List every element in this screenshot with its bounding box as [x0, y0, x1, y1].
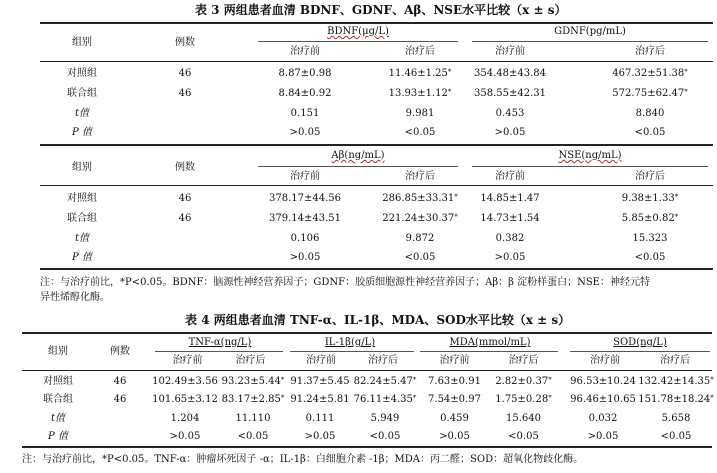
- cell-nse-after: 5.85±0.82*: [621, 213, 679, 224]
- cell-sod-after: 132.42±14.35*: [638, 376, 714, 387]
- cell-mda-before: 7.63±0.91: [428, 376, 481, 387]
- table3-p2-after-1: 治疗后: [405, 171, 435, 182]
- table3-note-line2: 异性烯醇化酶。: [40, 292, 110, 303]
- cell-tnf-before: 102.49±3.56: [152, 376, 218, 387]
- table3-top-rule: [40, 22, 713, 24]
- cell-nse-after: 9.38±1.33*: [621, 193, 679, 204]
- cell-sod-before: 0.032: [588, 413, 618, 424]
- significance-marker: *: [710, 394, 714, 402]
- cell-bdnf-before: 8.84±0.92: [278, 88, 332, 99]
- cell-nse-before: 14.85±1.47: [480, 193, 540, 204]
- cell-bdnf-after: <0.05: [404, 127, 436, 138]
- cell-bdnf-after: 13.93±1.12*: [388, 88, 452, 99]
- significance-marker: *: [710, 376, 714, 384]
- cell-il-after: 5.949: [370, 413, 400, 424]
- table4-before-1: 治疗前: [172, 355, 203, 366]
- cell-il-before: >0.05: [304, 431, 336, 442]
- table3-note-line1: 注：与治疗前比，*P<0.05。BDNF：脑源性神经营养因子；GDNF：胶质细胞源性神经营养因子；Aβ：β 淀粉样蛋白；NSE：神经元特: [40, 277, 650, 288]
- row-n: 46: [113, 376, 127, 387]
- row-group: t值: [50, 413, 66, 424]
- cell-il-after: 76.11±4.35*: [353, 394, 417, 405]
- table4-subheader-rule-tnf: [155, 351, 283, 352]
- row-group: t值: [74, 233, 90, 244]
- row-group: 联合组: [67, 88, 97, 99]
- significance-marker: *: [684, 88, 688, 96]
- row-group: t值: [74, 108, 90, 119]
- cell-mda-after: 2.82±0.37*: [495, 376, 552, 387]
- cell-mda-before: 7.54±0.97: [428, 394, 481, 405]
- table3-note: [40, 275, 713, 305]
- table3-title: 表 3 两组患者血清 BDNF、GDNF、Aβ、NSE水平比较（x ± s）: [195, 3, 567, 17]
- significance-marker: *: [280, 394, 285, 402]
- row-n: 46: [178, 213, 192, 224]
- cell-gdnf-before: 0.453: [495, 108, 525, 119]
- cell-tnf-before: 1.204: [170, 413, 200, 424]
- cell-mda-before: 0.459: [440, 413, 469, 424]
- cell-nse-after: 15.323: [632, 233, 668, 244]
- row-group: P 值: [72, 252, 92, 263]
- row-group: 联合组: [67, 213, 97, 224]
- row-group: P 值: [72, 127, 92, 138]
- cell-ab-after: 9.872: [405, 233, 435, 244]
- significance-marker: *: [454, 213, 458, 221]
- row-n: 46: [178, 88, 192, 99]
- table3-mid-rule: [40, 144, 713, 146]
- table4-subheader-rule-sod: [570, 351, 710, 352]
- row-n: 46: [178, 193, 192, 204]
- row-group: P 值: [48, 431, 68, 442]
- cell-il-after: 82.24±5.47*: [353, 376, 417, 387]
- table4-header-il: IL-1β(g/L): [324, 337, 376, 348]
- cell-ab-after: 221.24±30.37*: [382, 213, 458, 224]
- significance-marker: *: [280, 376, 285, 384]
- cell-tnf-before: 101.65±3.12: [152, 394, 218, 405]
- table3-p2-header-bottom-rule: [40, 185, 713, 186]
- row-n: 46: [178, 68, 192, 79]
- table3-col-n: 例数: [175, 37, 195, 48]
- significance-marker: *: [674, 193, 679, 201]
- table3-p2-col-n: 例数: [175, 162, 195, 173]
- table4-header-mda: MDA(mmol/mL): [449, 337, 531, 348]
- table4-header-tnf: TNF-α(ng/L): [188, 337, 252, 348]
- row-group: 对照组: [43, 376, 73, 387]
- cell-il-before: 91.24±5.81: [290, 394, 350, 405]
- cell-il-after: <0.05: [369, 431, 401, 442]
- cell-bdnf-before: 8.87±0.98: [278, 68, 332, 79]
- significance-marker: *: [674, 213, 679, 221]
- table4-subheader-rule-il: [290, 351, 414, 352]
- cell-nse-before: >0.05: [494, 252, 526, 263]
- cell-nse-before: 0.382: [495, 233, 525, 244]
- table4-before-2: 治疗前: [306, 355, 336, 366]
- table4-col-n: 例数: [110, 346, 130, 357]
- cell-il-before: 91.37±5.45: [290, 376, 350, 387]
- cell-bdnf-after: 9.981: [405, 108, 435, 119]
- cell-ab-after: 286.85±33.31*: [382, 193, 458, 204]
- table3-subheader-rule-ab: [258, 166, 458, 167]
- table3-p2-before-2: 治疗前: [495, 171, 525, 182]
- table4-top-rule: [22, 332, 712, 334]
- table4-subheader-rule-mda: [420, 351, 558, 352]
- table3-p2-before-1: 治疗前: [290, 171, 320, 182]
- cell-sod-after: 5.658: [661, 413, 691, 424]
- cell-bdnf-before: 0.151: [290, 108, 320, 119]
- cell-tnf-after: 11.110: [235, 413, 271, 424]
- cell-gdnf-after: 467.32±51.38*: [612, 68, 688, 79]
- table4-after-4: 治疗后: [660, 355, 690, 366]
- cell-gdnf-before: 354.48±43.84: [474, 68, 546, 79]
- table4-header-bottom-rule: [22, 370, 712, 371]
- table3-subheader-rule-nse: [472, 166, 708, 167]
- cell-ab-before: 379.14±43.51: [269, 213, 341, 224]
- table4-bottom-rule: [22, 446, 712, 448]
- significance-marker: *: [548, 376, 552, 384]
- cell-nse-after: <0.05: [634, 252, 666, 263]
- cell-mda-after: 15.640: [506, 413, 541, 424]
- significance-marker: *: [447, 88, 452, 96]
- table3-p1-header-bottom-rule: [40, 61, 713, 62]
- cell-sod-before: 96.53±10.24: [570, 376, 636, 387]
- significance-marker: *: [412, 376, 417, 384]
- significance-marker: *: [548, 394, 552, 402]
- table4-note: 注：与治疗前比，*P<0.05。TNF-α：肿瘤坏死因子 -α；IL-1β：白细胞介素 -1β；MDA：丙二醛；SOD：超氧化物歧化酶。: [22, 454, 584, 465]
- table3-header-gdnf: GDNF(pg/mL): [554, 26, 626, 37]
- table4-after-1: 治疗后: [235, 355, 266, 366]
- table3-p1-after-2: 治疗后: [635, 46, 665, 57]
- cell-tnf-before: >0.05: [169, 431, 201, 442]
- cell-ab-before: 0.106: [290, 233, 320, 244]
- table4-before-3: 治疗前: [439, 355, 470, 366]
- cell-nse-before: 14.73±1.54: [480, 213, 540, 224]
- table4-title: 表 4 两组患者血清 TNF-α、IL-1β、MDA、SOD水平比较（x ± s）: [185, 313, 571, 327]
- table4-after-3: 治疗后: [508, 355, 539, 366]
- cell-il-before: 0.111: [305, 413, 335, 424]
- cell-tnf-after: 83.17±2.85*: [221, 394, 285, 405]
- cell-gdnf-after: <0.05: [634, 127, 666, 138]
- table3-p1-before-2: 治疗前: [495, 46, 525, 57]
- table4-after-2: 治疗后: [368, 355, 398, 366]
- row-group: 对照组: [67, 68, 97, 79]
- cell-mda-before: >0.05: [439, 431, 470, 442]
- cell-tnf-after: <0.05: [237, 431, 269, 442]
- cell-mda-after: 1.75±0.28*: [495, 394, 552, 405]
- table3-subheader-rule-bdnf: [258, 41, 458, 42]
- table3-bottom-rule: [40, 268, 713, 270]
- cell-mda-after: <0.05: [508, 431, 539, 442]
- cell-gdnf-after: 8.840: [635, 108, 665, 119]
- cell-sod-after: 151.78±18.24*: [638, 394, 714, 405]
- table4-col-group: 组别: [48, 346, 68, 357]
- cell-bdnf-after: 11.46±1.25*: [388, 68, 452, 79]
- table3-p1-after-1: 治疗后: [405, 46, 435, 57]
- table3-header-nse: NSE(ng/mL): [558, 150, 622, 161]
- table3-subheader-rule-gdnf: [472, 41, 708, 42]
- table3-p2-col-group: 组别: [72, 162, 92, 173]
- cell-ab-after: <0.05: [404, 252, 436, 263]
- table3-header-ab: Aβ(ng/mL): [331, 150, 385, 161]
- significance-marker: *: [454, 193, 458, 201]
- cell-sod-before: >0.05: [587, 431, 619, 442]
- cell-gdnf-before: 358.55±42.31: [474, 88, 546, 99]
- cell-bdnf-before: >0.05: [289, 127, 321, 138]
- cell-ab-before: 378.17±44.56: [269, 193, 341, 204]
- table3-p2-after-2: 治疗后: [635, 171, 665, 182]
- cell-ab-before: >0.05: [289, 252, 321, 263]
- cell-gdnf-after: 572.75±62.47*: [612, 88, 688, 99]
- cell-gdnf-before: >0.05: [494, 127, 526, 138]
- significance-marker: *: [412, 394, 417, 402]
- cell-sod-before: 96.46±10.65: [570, 394, 636, 405]
- row-group: 对照组: [67, 193, 97, 204]
- significance-marker: *: [684, 68, 688, 76]
- table3-col-group: 组别: [72, 37, 92, 48]
- row-n: 46: [113, 394, 127, 405]
- table4-header-sod: SOD(ng/L): [613, 337, 667, 348]
- table3-header-bdnf: BDNF(μg/L): [327, 26, 389, 37]
- table3-p1-before-1: 治疗前: [290, 46, 320, 57]
- row-group: 联合组: [43, 394, 73, 405]
- cell-sod-after: <0.05: [660, 431, 692, 442]
- table4-before-4: 治疗前: [590, 355, 620, 366]
- significance-marker: *: [447, 68, 452, 76]
- cell-tnf-after: 93.23±5.44*: [221, 376, 285, 387]
